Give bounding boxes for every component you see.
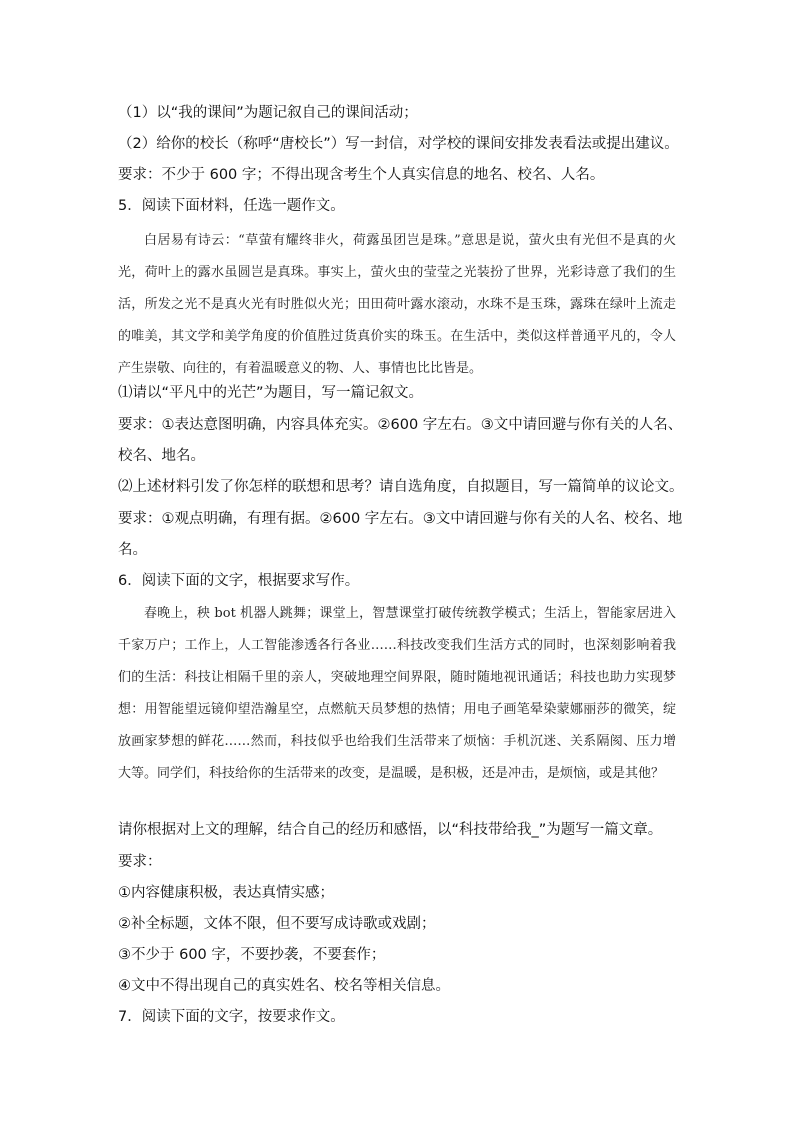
question-5-requirement-2-line-2: 名。 <box>118 542 147 558</box>
question-5-requirement-1-line-1: 要求：①表达意图明确，内容具体充实。②600 字左右。③文中请回避与你有关的人名、 <box>118 417 683 433</box>
question-6-instruction: 请你根据对上文的理解，结合自己的经历和感悟，以“科技带给我_”为题写一篇文章。 <box>118 822 663 838</box>
option-1-text: （1）以“我的课间”为题记叙自己的课间活动； <box>118 105 418 121</box>
question-6-requirement-2: ②补全标题，文体不限，但不要写成诗歌或戏剧； <box>118 916 436 932</box>
question-5-requirement-1-line-2: 校名、地名。 <box>118 448 205 464</box>
requirement-text: 要求：不少于 600 字；不得出现含考生个人真实信息的地名、校名、人名。 <box>118 167 605 183</box>
question-6-requirement-3: ③不少于 600 字，不要抄袭，不要套作； <box>118 947 386 963</box>
question-6-requirement-label: 要求： <box>118 854 162 870</box>
question-6-requirement-1: ①内容健康积极，表达真情实感； <box>118 885 334 901</box>
question-5-requirement-2-line-1: 要求：①观点明确，有理有据。②600 字左右。③文中请回避与你有关的人名、校名、地 <box>118 511 683 527</box>
option-2-text: （2）给你的校长（称呼“唐校长”）写一封信，对学校的课间安排发表看法或提出建议。 <box>118 136 679 152</box>
question-7-heading: 7．阅读下面的文字，按要求作文。 <box>118 1009 345 1025</box>
question-6-requirement-4: ④文中不得出现自己的真实姓名、校名等相关信息。 <box>118 978 450 994</box>
question-6-heading: 6．阅读下面的文字，根据要求写作。 <box>118 573 360 589</box>
question-6-passage: 春晚上，秧 bot 机器人跳舞；课堂上，智慧课堂打破传统教学模式；生活上，智能家居进入千家万户；工作上，人工智能渗透各行各业……科技改变我们生活方式的同时，也深刻影响着我们的生活：科技让相隔千里的亲人，突破地理空间界限，随时随地视讯通话；科技也助力实现梦想：用智能望远镜仰望浩瀚星空，点燃航天员梦想的热情；用电子画笔晕染蒙娜丽莎的微笑，绽放画家梦想的鲜花……然而，科技似乎也给我们生活带来了烦恼：手机沉迷、关系隔阂、压力增大等。同学们，科技给你的生活带来的改变，是温暖，是积极，还是冲击，是烦恼，或是其他？ <box>118 606 676 781</box>
question-5-passage: 白居易有诗云：“草萤有耀终非火，荷露虽团岂是珠。”意思是说，萤火虫有光但不是真的火光，荷叶上的露水虽圆岂是真珠。事实上，萤火虫的莹莹之光装扮了世界，光彩诗意了我们的生活，所发之光不是真火光有时胜似火光；田田荷叶露水滚动，水珠不是玉珠，露珠在绿叶上流走的唯美，其文学和美学角度的价值胜过货真价实的珠玉。在生活中，类似这样普通平凡的，令人产生崇敬、向往的，有着温暖意义的物、人、事情也比比皆是。 <box>118 233 676 376</box>
question-5-subtask-1: ⑴请以“平凡中的光芒”为题目，写一篇记叙文。 <box>118 385 424 401</box>
question-5-subtask-2: ⑵上述材料引发了你怎样的联想和思考？请自选角度，自拟题目，写一篇简单的议论文。 <box>118 479 684 495</box>
question-5-heading: 5．阅读下面材料，任选一题作文。 <box>118 198 345 214</box>
